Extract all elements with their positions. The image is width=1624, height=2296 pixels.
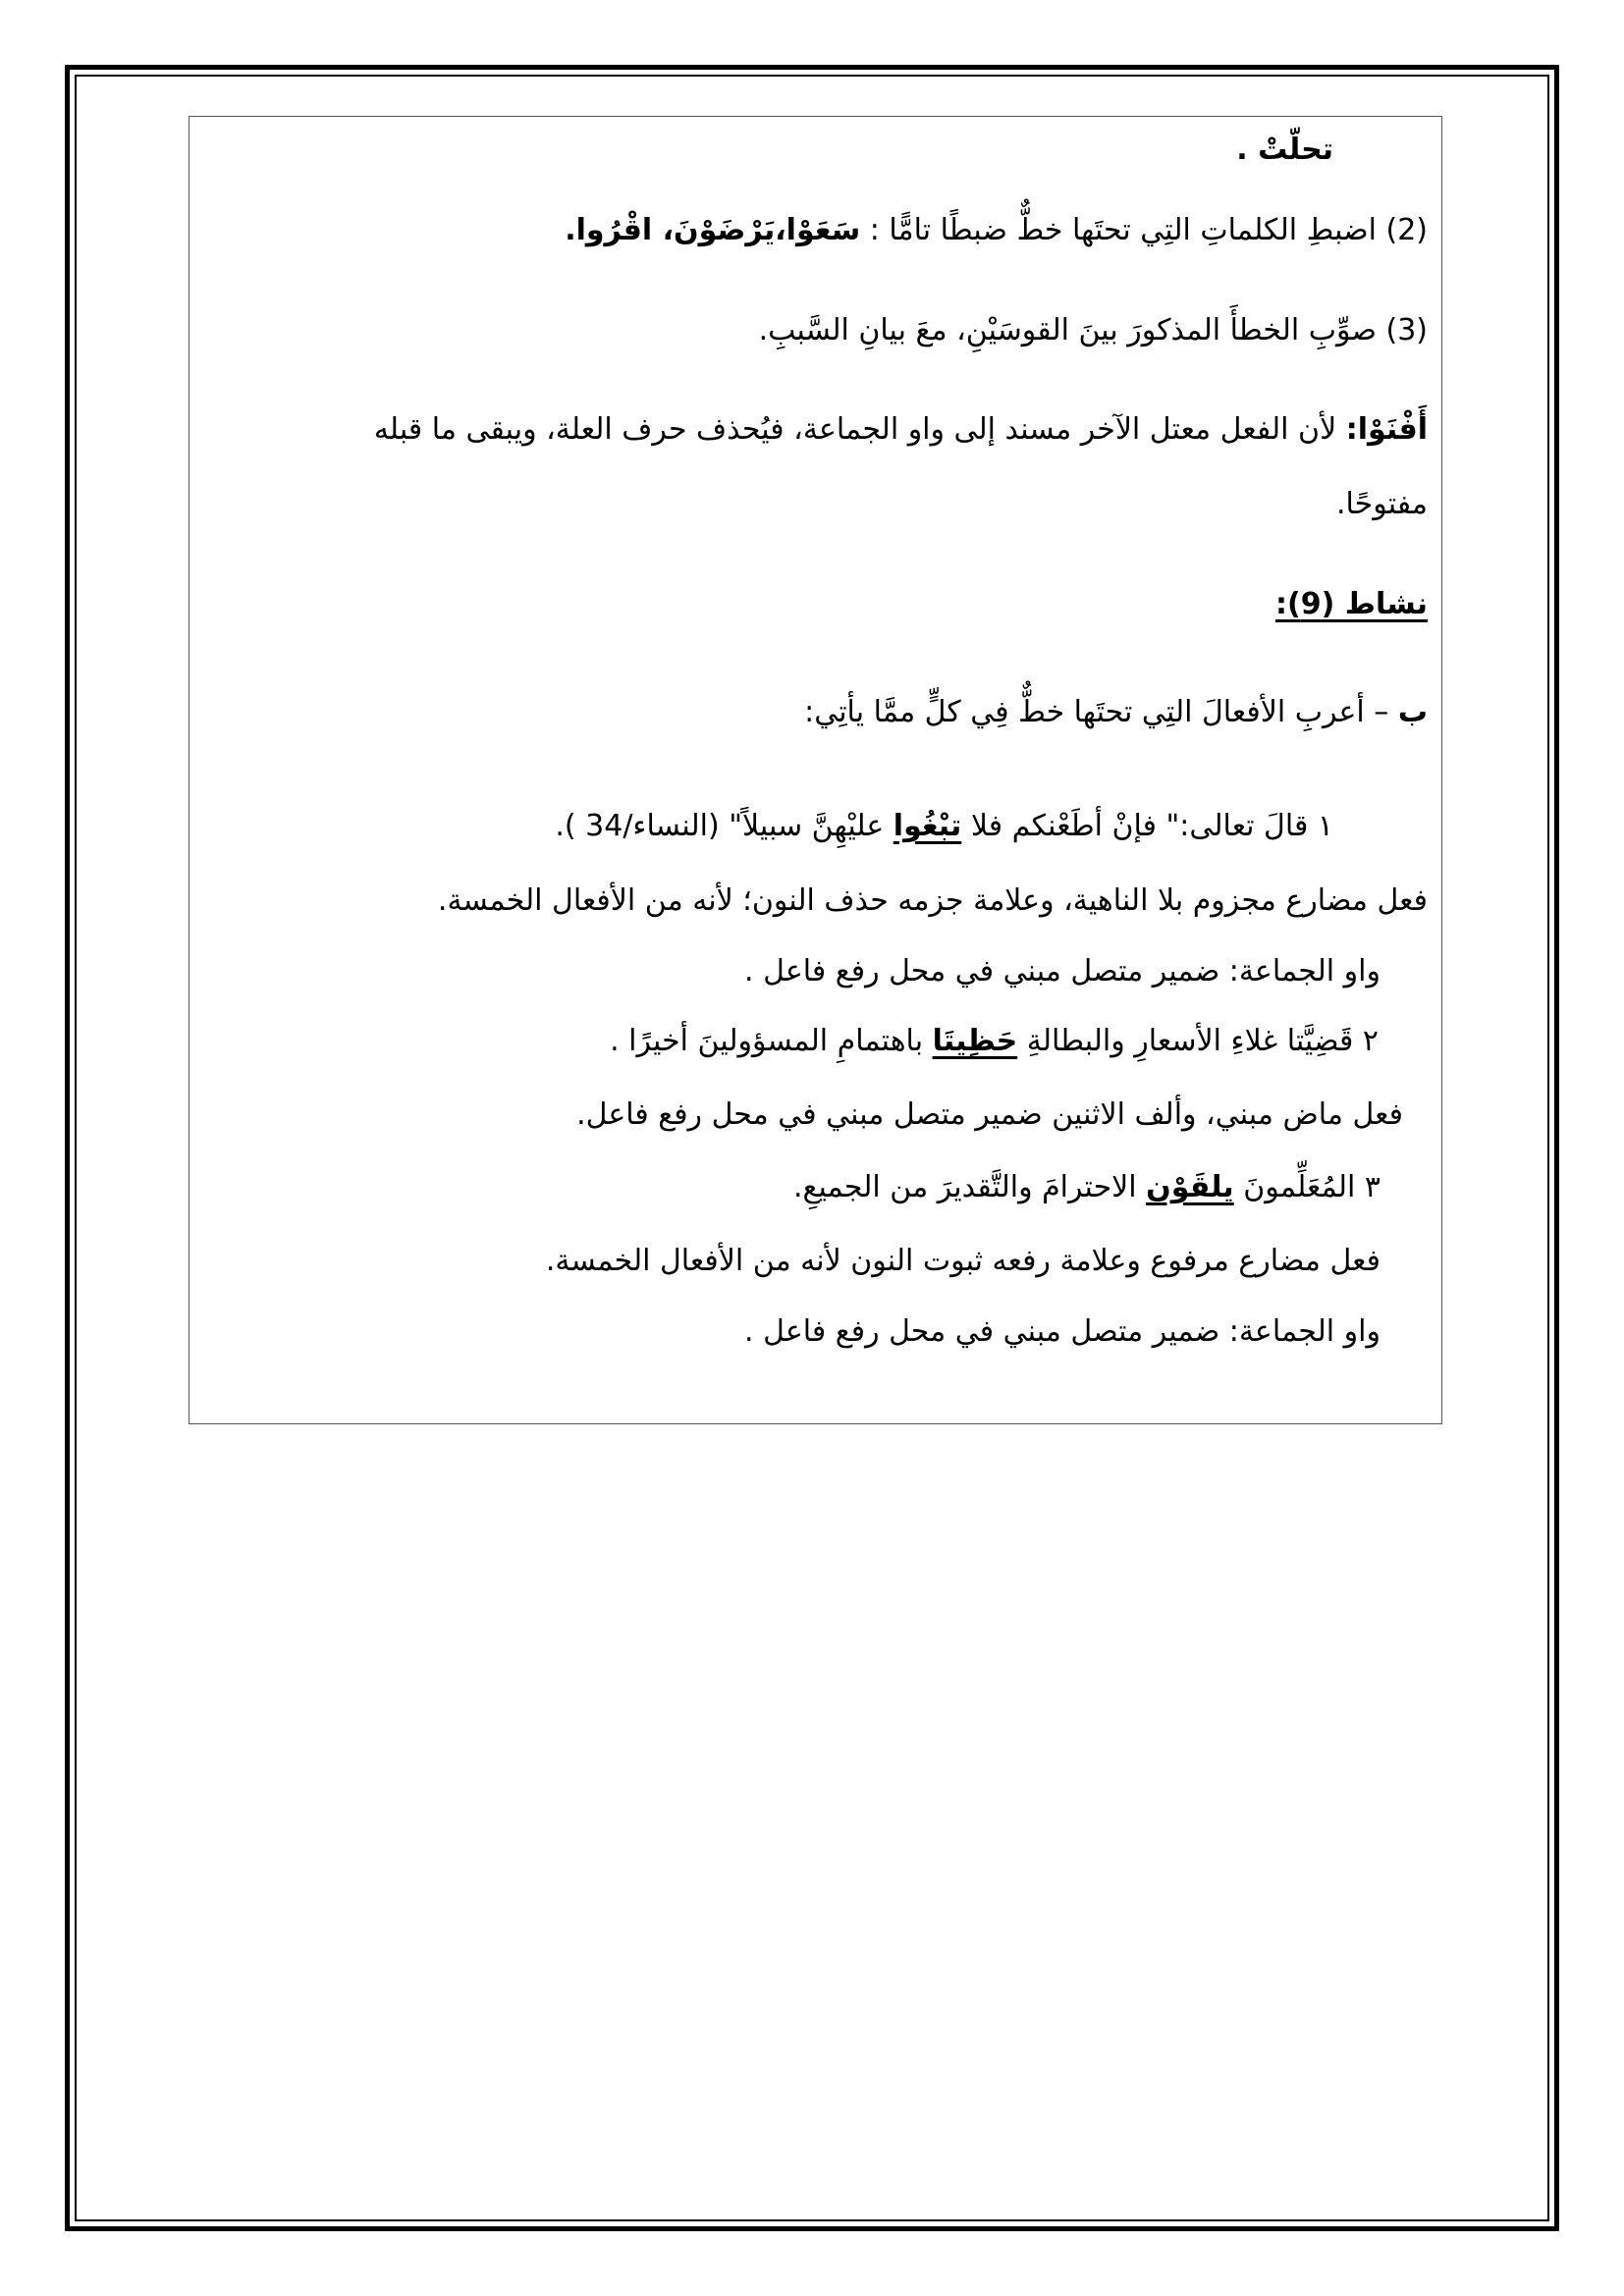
- continued-line: تحلّتْ .: [1236, 133, 1333, 167]
- item-1-sentence: ١ قالَ تعالى:" فإنْ أطَعْنكم فلا تبْغُوا عليْهِنَّ سبيلاً" (النساء/34 ).: [555, 809, 1333, 843]
- answer-3-line-1: [374, 410, 1428, 450]
- item-1-answer-2: واو الجماعة: ضمير متصل مبني في محل رفع فاعل .: [744, 954, 1380, 988]
- question-2-prefix: (2) اضبطِ الكلماتِ التِي تحتَها خطٌّ ضبطًا تامًّا :: [869, 213, 1428, 247]
- question-2-answer: سَعَوْا،يَرْضَوْنَ، اقْرُوا.: [565, 213, 861, 247]
- answer-3-text: لأن الفعل معتل الآخر مسند إلى واو الجماعة، فيُحذف حرف العلة، ويبقى ما قبله: [373, 412, 1337, 447]
- item-3-answer-1: فعل مضارع مرفوع وعلامة رفعه ثبوت النون لأنه من الأفعال الخمسة.: [545, 1244, 1380, 1278]
- item-1-verb: تبْغُوا: [893, 809, 962, 843]
- item-3-sentence: ٣ المُعَلِّمونَ يلقَوْن الاحترامَ والتَّقديرَ من الجميعِ.: [793, 1170, 1380, 1204]
- item-3-answer-2: واو الجماعة: ضمير متصل مبني في محل رفع فاعل .: [744, 1314, 1380, 1349]
- activity-title: نشاط (9):: [1275, 587, 1428, 621]
- item-1-answer-1: فعل مضارع مجزوم بلا الناهية، وعلامة جزمه حذف النون؛ لأنه من الأفعال الخمسة.: [437, 883, 1428, 918]
- item-2-verb: حَظِيتَا: [932, 1024, 1018, 1058]
- item-2-answer-1: فعل ماض مبني، وألف الاثنين ضمير متصل مبني في محل رفع فاعل.: [576, 1097, 1403, 1132]
- instruction: [804, 693, 1428, 732]
- item-2-sentence: ٢ قَضِيَّتا غلاءِ الأسعارِ والبطالةِ حَظِيتَا باهتمامِ المسؤولينَ أخيرًا .: [610, 1024, 1379, 1058]
- question-2: [565, 211, 1428, 250]
- question-3: (3) صوِّبِ الخطأَ المذكورَ بينَ القوسَيْنِ، معَ بيانِ السَّببِ.: [758, 313, 1428, 347]
- instruction-letter: ب: [1397, 695, 1428, 729]
- instruction-text: – أعربِ الأفعالَ التِي تحتَها خطٌّ فِي كلٍّ ممَّا يأتِي:: [804, 695, 1389, 729]
- answer-3-word: أَفْنَوْا:: [1345, 412, 1428, 447]
- answer-3-line-2: مفتوحًا.: [1335, 487, 1428, 521]
- item-3-verb: يلقَوْن: [1146, 1170, 1234, 1204]
